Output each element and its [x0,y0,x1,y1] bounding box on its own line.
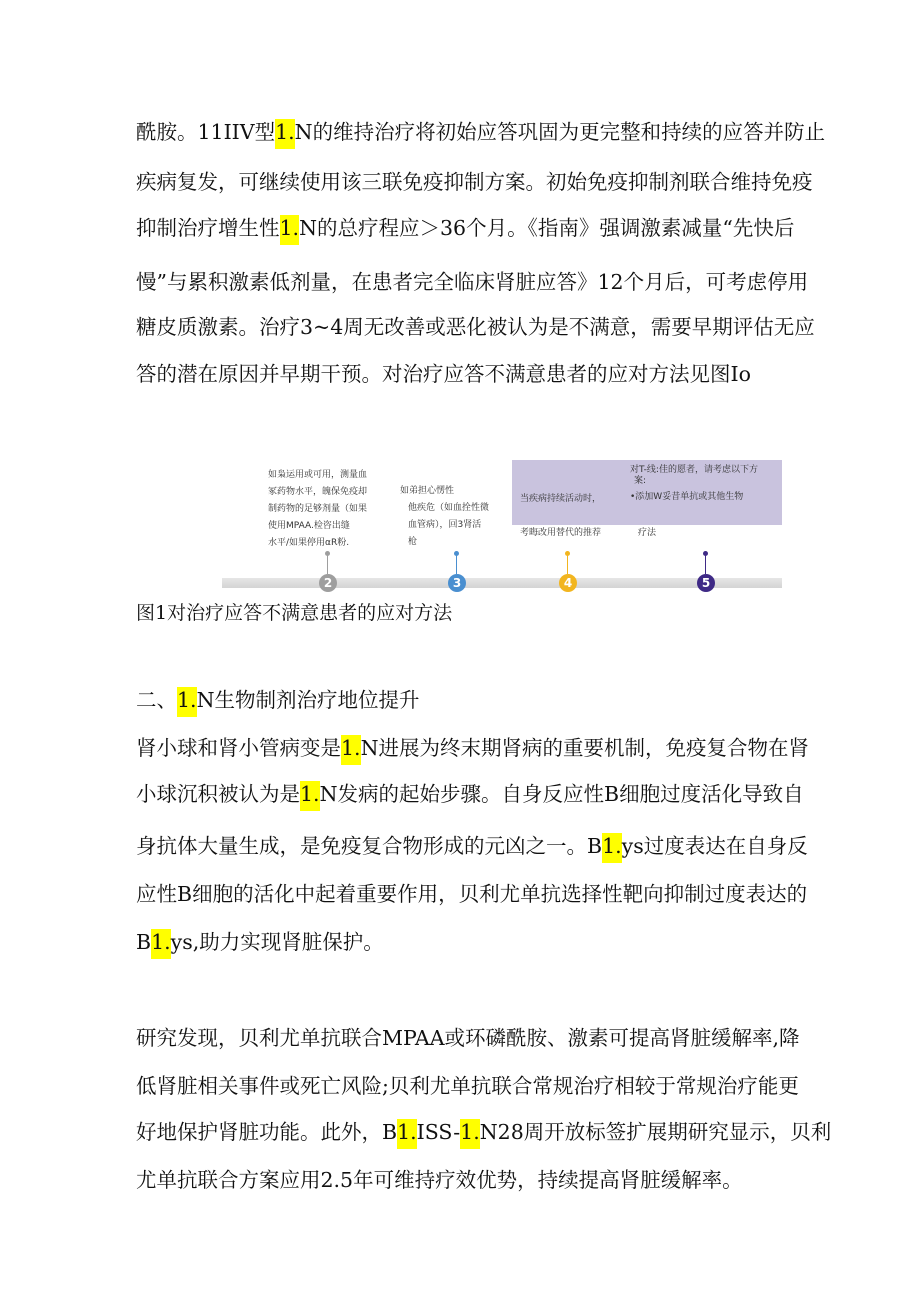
paragraph-line: 答的潜在原因并早期干预。对治疗应答不满意患者的应对方法见图Io [136,362,751,386]
paragraph-line: 应性B细胞的活化中起着重要作用，贝利尤单抗选择性靶向抑制过度表达的 [136,882,808,906]
text: 小球沉积被认为是 [136,782,300,806]
text: ys过度表达在自身反 [621,834,808,858]
highlight: 1. [151,929,171,959]
highlight: 1. [275,119,295,149]
text: 酰胺。11IIV型 [136,120,276,144]
highlight: 1. [397,1119,417,1149]
step5-text-2: 疗法 [638,528,657,538]
highlight: 1. [300,781,320,811]
step-node-5: 5 [697,574,715,592]
highlight: 1. [280,215,300,245]
step-node-2: 2 [319,574,337,592]
highlight: 1. [602,833,622,863]
text: ISS- [416,1120,461,1144]
timeline-figure [222,455,782,600]
step4-text-1: 当疾病持续活动时， [520,494,602,504]
text: N的总疗程应＞36个月。《指南》强调激素减量“先快后 [299,216,795,240]
text: N发病的起始步骤。自身反应性B细胞过度活化导致自 [319,782,804,806]
paragraph-line: 尤单抗联合方案应用2.5年可维持疗效优势，持续提高肾脏缓解率。 [136,1168,743,1192]
marker-stem [705,554,706,574]
paragraph-line [136,780,804,811]
text: N的维持治疗将初始应答巩固为更完整和持续的应答并防止 [294,120,826,144]
step2-text: 如枭运用或可用，测量血 冢药物水平，魄保免疫却 制药物的足够剂量（如果 使用MPAA.检咨出缝 水平/如果停用αR粉. [268,470,368,548]
section-heading [136,686,420,717]
text: N生物制剂治疗地位提升 [196,688,420,712]
step3-text: 如弟担心愣性 他疾危（如血拴性微 血管病），回3肾活 枪 [400,486,490,547]
highlight: 1. [460,1119,480,1149]
figure-caption: 图1对治疗应答不满意患者的应对方法 [136,602,453,624]
paragraph-line [136,734,809,765]
highlight: 1. [177,687,197,717]
text: 好地保护肾脏功能。此外，B [136,1120,398,1144]
marker-stem [567,554,568,574]
paragraph-line [136,928,384,959]
text: 肾小球和肾小管病变是 [136,736,341,760]
paragraph-line: 糖皮质激素。治疗3~4周无改善或恶化被认为是不满意，需要早期评估无应 [136,315,815,339]
text: N28周开放标签扩展期研究显示，贝利 [479,1120,832,1144]
paragraph-line [136,214,794,245]
text: B [136,930,152,954]
marker-stem [456,554,457,574]
paragraph-line [136,1118,831,1149]
text: 抑制治疗增生性 [136,216,280,240]
step5-text: 对T-线:佳的愿者，请考虑以下方 案: •添加W妥昔单抗或其他生物 [630,465,758,502]
step4-text-2: 考晦改用替代的推荐 [520,528,602,538]
text: ys,助力实现肾脏保护。 [170,930,384,954]
paragraph-line [136,832,808,863]
paragraph-line: 慢”与累积激素低剂量，在患者完全临床肾脏应答》12个月后，可考虑停用 [136,270,809,294]
text: 身抗体大量生成，是免疫复合物形成的元凶之一。B [136,834,603,858]
paragraph-line: 低肾脏相关事件或死亡风险;贝利尤单抗联合常规治疗相较于常规治疗能更 [136,1074,799,1098]
highlight: 1. [341,735,361,765]
step-node-4: 4 [559,574,577,592]
text: N进展为终末期肾病的重要机制，免疫复合物在肾 [360,736,809,760]
paragraph-line: 疾病复发，可继续使用该三联免疫抑制方案。初始免疫抑制剂联合维持免疫 [136,170,813,194]
paragraph-line: 研究发现，贝利尤单抗联合MPAA或环磷酰胺、激素可提高肾脏缓解率,降 [136,1026,800,1050]
paragraph-line [136,118,825,149]
step-node-3: 3 [448,574,466,592]
text: 二、 [136,688,177,712]
marker-stem [327,554,328,574]
